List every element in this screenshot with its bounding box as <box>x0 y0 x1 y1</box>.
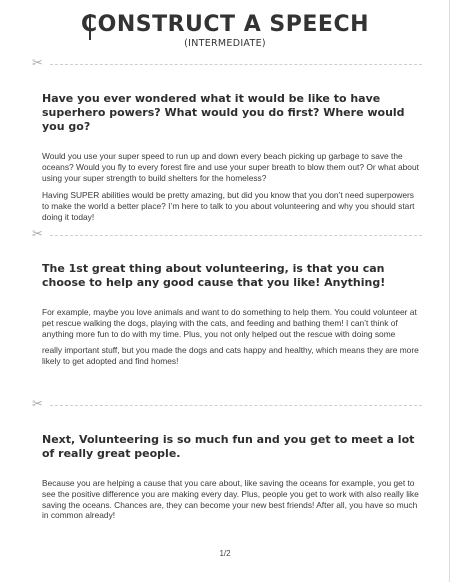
cut-line-1 <box>32 58 422 70</box>
dashed-divider <box>50 405 422 406</box>
section-paragraph: Because you are helping a cause that you care about, like saving the oceans for example, you get to see the positive difference you are making every day. Plus, people you get to work with also really like saving the oceans. Chances are, they can become your new best friends! After all, you have so much in common already! <box>42 478 419 521</box>
section-heading: Have you ever wondered what it would be like to have superhero powers? What would you do first? Where would you go? <box>42 92 405 133</box>
title-block <box>0 12 450 49</box>
scissors-icon: ✂ <box>32 56 43 71</box>
section-paragraph: Having SUPER abilities would be pretty amazing, but did you know that you don’t need superpowers to make the world a better place? I’m here to talk to you about volunteering and why you should start doing it today! <box>42 190 415 222</box>
scissors-icon: ✂ <box>32 227 43 242</box>
page-subtitle: (INTERMEDIATE) <box>184 38 266 49</box>
page-number: 1/2 <box>219 549 231 558</box>
section-3 <box>42 433 422 521</box>
dashed-divider <box>50 64 422 65</box>
section-heading: Next, Volunteering is so much fun and you get to meet a lot of really great people. <box>42 433 415 460</box>
section-1 <box>42 92 422 223</box>
scissors-icon: ✂ <box>32 397 43 412</box>
section-paragraph: Would you use your super speed to run up and down every beach picking up garbage to save the oceans? Would you fly to every forest fire and use your super breath to blow them out? Or what about using your super strength to build shelters for the homeless? <box>42 151 419 183</box>
dashed-divider <box>50 235 422 236</box>
page-title: CONSTRUCT A SPEECH <box>81 12 369 37</box>
section-2 <box>42 262 422 367</box>
section-heading: The 1st great thing about volunteering, is that you can choose to help any good cause that you like! Anything! <box>42 262 386 289</box>
cut-line-3 <box>32 399 422 411</box>
section-paragraph: For example, maybe you love animals and want to do something to help them. You could volunteer at pet rescue walking the dogs, playing with the cats, and feeding and bathing them! I can’t think of anything more fun to do with my time. Plus, you not only helped out the rescue with doing some <box>42 307 417 339</box>
cut-line-2 <box>32 229 422 241</box>
section-paragraph: really important stuff, but you made the dogs and cats happy and healthy, which means they are more likely to get adopted and find homes! <box>42 345 419 367</box>
